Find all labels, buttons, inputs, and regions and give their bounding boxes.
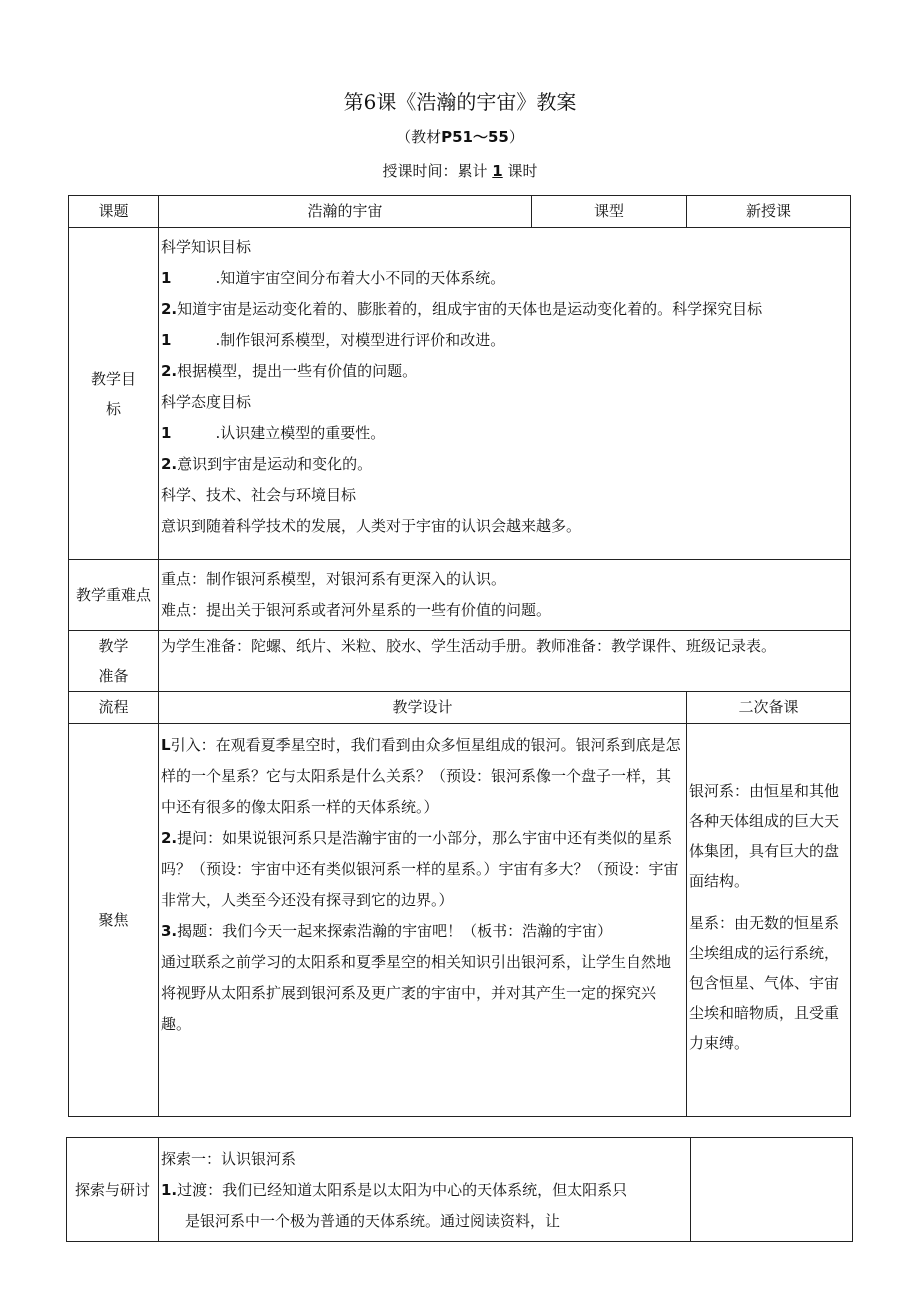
type-value: 新授课 xyxy=(687,196,851,228)
time-suffix: 课时 xyxy=(507,162,538,180)
subtitle-prefix: （教材 xyxy=(396,128,442,146)
page-subtitle xyxy=(0,126,920,147)
explore-goal-1-num: 1 xyxy=(161,331,172,349)
society-text: 意识到随着科学技术的发展，人类对于宇宙的认识会越来越多。 xyxy=(161,517,582,535)
second-prep-notes xyxy=(687,724,851,1117)
time-prefix: 授课时间：累计 xyxy=(382,162,488,180)
explore-paragraph-1 xyxy=(161,1175,687,1206)
explore-title: 探索一：认识银河系 xyxy=(161,1150,297,1168)
focus-paragraph-4: 通过联系之前学习的太阳系和夏季星空的相关知识引出银河系，让学生自然地将视野从太阳系扩展到银河系及更广袤的宇宙中，并对其产生一定的探究兴趣。 xyxy=(161,953,672,1033)
attitude-goal-2 xyxy=(161,449,847,480)
prep-content: 为学生准备：陀螺、纸片、米粒、胶水、学生活动手册。教师准备：教学课件、班级记录表。 xyxy=(159,631,851,692)
goals-label-line1: 教学目 xyxy=(90,369,136,388)
knowledge-goal-1 xyxy=(161,263,847,294)
knowledge-goal-1-text: .知道宇宙空间分布着大小不同的天体系统。 xyxy=(215,269,506,287)
key-point: 重点：制作银河系模型，对银河系有更深入的认识。 xyxy=(161,570,507,588)
subtitle-pages: P51〜55 xyxy=(441,128,509,146)
attitude-goal-1-text: .认识建立模型的重要性。 xyxy=(215,424,386,442)
second-prep-header: 二次备课 xyxy=(687,692,851,724)
subtitle-suffix: ） xyxy=(508,128,524,146)
class-time xyxy=(0,160,920,181)
explore-paragraph-1-num: 1. xyxy=(161,1181,178,1199)
focus-content xyxy=(159,724,687,1117)
focus-paragraph-1 xyxy=(161,730,683,823)
explore-goal-1 xyxy=(161,325,847,356)
prep-label-line2: 准备 xyxy=(98,667,129,685)
note-galaxy: 星系：由无数的恒星系尘埃组成的运行系统，包含恒星、气体、宇宙尘埃和暗物质，且受重力束缚。 xyxy=(689,914,840,1052)
note-galaxy-milky-way: 银河系：由恒星和其他各种天体组成的巨大天体集团，具有巨大的盘面结构。 xyxy=(689,782,840,890)
key-difficulty: 难点：提出关于银河系或者河外星系的一些有价值的问题。 xyxy=(161,601,552,619)
topic-value: 浩瀚的宇宙 xyxy=(159,196,532,228)
topic-label: 课题 xyxy=(69,196,159,228)
type-label: 课型 xyxy=(532,196,687,228)
explore-goal-2-text: 根据模型，提出一些有价值的问题。 xyxy=(177,362,418,380)
page-title: 第6课《浩瀚的宇宙》教案 xyxy=(343,90,577,114)
attitude-goal-2-num: 2. xyxy=(161,455,178,473)
focus-paragraph-2-num: 2. xyxy=(161,829,178,847)
process-header: 流程 xyxy=(69,692,159,724)
focus-paragraph-3 xyxy=(161,916,683,947)
key-points-label: 教学重难点 xyxy=(69,560,159,631)
knowledge-goal-2-text: 知道宇宙是运动变化着的、膨胀着的，组成宇宙的天体也是运动变化着的。科学探究目标 xyxy=(177,300,763,318)
knowledge-goal-1-num: 1 xyxy=(161,269,172,287)
focus-label: 聚焦 xyxy=(69,724,159,1117)
knowledge-goal-2-num: 2. xyxy=(161,300,178,318)
prep-label-line1: 教学 xyxy=(98,637,129,655)
time-value: 1 xyxy=(492,162,503,180)
attitude-goal-2-text: 意识到宇宙是运动和变化的。 xyxy=(177,455,373,473)
explore-paragraph-1-cont: 是银河系中一个极为普通的天体系统。通过阅读资料，让 xyxy=(185,1212,561,1230)
focus-paragraph-3-num: 3. xyxy=(161,922,178,940)
design-header: 教学设计 xyxy=(159,692,687,724)
prep-label xyxy=(69,631,159,692)
focus-paragraph-1-num: L xyxy=(161,736,171,754)
focus-paragraph-2-text: 提问：如果说银河系只是浩瀚宇宙的一小部分，那么宇宙中还有类似的星系吗？（预设：宇宙中还有类似银河系一样的星系。）宇宙有多大？（预设：宇宙非常大，人类至今还没有探寻到它的边界。） xyxy=(161,829,679,909)
attitude-goal-1 xyxy=(161,418,847,449)
explore-notes xyxy=(691,1138,853,1242)
focus-paragraph-1-text: 引入：在观看夏季星空时，我们看到由众多恒星组成的银河。银河系到底是怎样的一个星系？它与太阳系是什么关系？（预设：银河系像一个盘子一样，其中还有很多的像太阳系一样的天体系统。） xyxy=(161,736,681,816)
explore-content xyxy=(159,1138,691,1242)
explore-paragraph-1-text: 过渡：我们已经知道太阳系是以太阳为中心的天体系统，但太阳系只 xyxy=(177,1181,628,1199)
focus-paragraph-3-text: 揭题：我们今天一起来探索浩瀚的宇宙吧！（板书：浩瀚的宇宙） xyxy=(177,922,613,940)
attitude-goal-1-num: 1 xyxy=(161,424,172,442)
explore-goal-1-text: .制作银河系模型，对模型进行评价和改进。 xyxy=(215,331,506,349)
explore-label: 探索与研讨 xyxy=(67,1138,159,1242)
goals-content xyxy=(159,228,851,560)
explore-goal-2-num: 2. xyxy=(161,362,178,380)
focus-paragraph-2 xyxy=(161,823,683,916)
goals-label-line2: 标 xyxy=(105,399,121,418)
lesson-plan-table xyxy=(68,195,851,1117)
sci-knowledge-title: 科学知识目标 xyxy=(161,238,252,256)
key-points-content xyxy=(159,560,851,631)
attitude-title: 科学态度目标 xyxy=(161,393,252,411)
society-title: 科学、技术、社会与环境目标 xyxy=(161,486,357,504)
goals-label xyxy=(69,228,159,560)
explore-table xyxy=(66,1137,853,1242)
knowledge-goal-2 xyxy=(161,294,847,325)
explore-goal-2 xyxy=(161,356,847,387)
